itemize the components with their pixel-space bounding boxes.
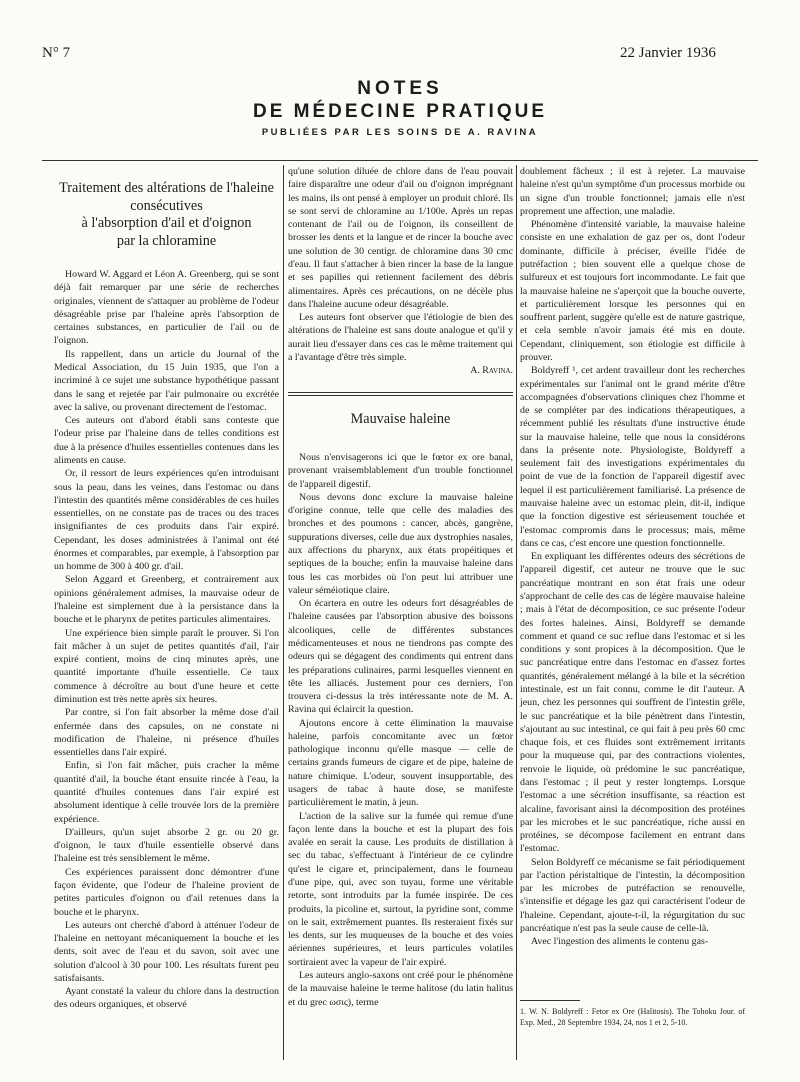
article1-title-line: à l'absorption d'ail et d'oignon: [81, 215, 252, 231]
article1-title-line: par la chloramine: [116, 232, 217, 249]
paragraph: Boldyreff ¹, cet ardent travailleur dont les recherches expérimentales sur l'animal ont le grand mérite d'être accompagnées d'observations cliniques chez l'homme et de se compléter par des indications thérapeutiques, a récemment publié les résultats d'une instructive étude sur la mauvaise haleine, telle que nous la considérons dans la présente note. Physiologiste, Boldyreff a seulement fait des investigations expérimentales du point de vue de la fonction de l'appareil digestif avec lequel il est particulièrement familiarisé. La présence de mauvaise haleine avec un estomac plein, dit-il, indique que la fonction digestive est sérieusement touchée et l'estomac compromis dans le processus; mais, même dans ce cas, c'est encore une question fonctionnelle.: [520, 365, 745, 549]
journal-title-line2: DE MÉDECINE PRATIQUE: [252, 101, 547, 122]
article2-column2: [288, 451, 513, 1009]
paragraph: On écartera en outre les odeurs fort désagréables de l'haleine causées par l'absorption abusive des boissons alcooliques, celle de différentes substances médicamenteuses et nous ne tiendrons pas compte des odeurs qui se dégagent des condiments qui entrent dans les préparations culinaires, parmi lesquelles viennent en tête les alliacés. Justement pour ces derniers, l'on trouvera ci-dessus la très intéressante note de M. A. Ravina qui éclaircit la question.: [288, 598, 513, 716]
paragraph: qu'une solution diluée de chlore dans de l'eau pouvait faire disparaître une odeur d'ail ou d'oignon imprégnant les mains, ils ont pensé à employer un produit chloré. Ils se sont servi de chloramine au 1/100e. Après un repas contenant de l'ail ou de l'oignon, ils conseillent de brosser les dents et la langue et de rincer la bouche avec une solution de 30 centigr. de chloramine dans 30 cmc d'eau. Il faut s'attacher à bien rincer la base de la langue et ses papilles qui retiennent facilement des débris alimentaires. Après ces précautions, on ne décèle plus dans l'haleine aucune odeur désagréable.: [288, 166, 513, 310]
header-rule: [42, 160, 758, 161]
paragraph: Par contre, si l'on fait absorber la même dose d'ail enfermée dans des capsules, on ne constate ni modification de l'haleine, ni présence d'huiles essentielles dans l'air expiré.: [54, 707, 279, 759]
paragraph: Enfin, si l'on fait mâcher, puis cracher la même quantité d'ail, la bouche étant ensuite rincée à l'eau, la quantité d'huiles contenues dans l'air expiré est absolument identique à celle trouvée lors de la première expérience.: [54, 760, 279, 825]
article-separator-thin: [288, 395, 513, 396]
paragraph: Ajoutons encore à cette élimination la mauvaise haleine, parfois concomitante avec un fœtor pathologique inconnu qu'elle masque — celle de certains grands fumeurs de cigare et de pipe, haleine de nature chimique. L'odeur, souvent insupportable, des usagers de tabac à haute dose, se manifeste particulièrement le matin, à jeun.: [288, 717, 513, 809]
paragraph: doublement fâcheux ; il est à rejeter. La mauvaise haleine n'est qu'un symptôme d'un processus morbide ou un signe d'un trouble fonctionnel; jamais elle n'est proprement une affection, une maladie.: [520, 166, 745, 217]
paragraph: Selon Aggard et Greenberg, et contrairement aux opinions généralement admises, la mauvaise odeur de l'haleine est simplement due à la persistance dans la bouche et le pharynx de petites particules alimentaires.: [54, 574, 279, 626]
paragraph: Ces expériences paraissent donc démontrer d'une façon évidente, que l'odeur de l'haleine provient de petites particules d'oignon ou d'ail retenues dans la bouche et le pharynx.: [54, 866, 279, 918]
issue-number: N° 7: [42, 45, 71, 61]
paragraph: Ces auteurs ont d'abord établi sans conteste que l'odeur prise par l'haleine dans de telles conditions est due à la présence d'huiles essentielles contenues dans les aliments en cause.: [54, 415, 279, 466]
paragraph: Avec l'ingestion des aliments le contenu gas-: [531, 936, 709, 948]
article1-title: [54, 180, 279, 250]
paragraph: Selon Boldyreff ce mécanisme se fait périodiquement par l'action péristaltique de l'intestin, la décomposition par les microbes de putréfaction se renouvelle, s'intensifie et dégage les gaz qui caractérisent l'odeur de l'haleine. Cependant, ajoute-t-il, la régurgitation du suc pancréatique n'est pas la seule cause de celle-là.: [520, 856, 745, 935]
paragraph: En expliquant les différentes odeurs des sécrétions de l'appareil digestif, cet auteur ne trouve que le suc pancréatique montrant en son état frais une odeur s'approchant de celle des cas de légère mauvaise haleine ; mais à l'état de décomposition, ce suc présente l'odeur des fortes haleines. Ainsi, Boldyreff se demande comment et quand ce suc reflue dans l'estomac et si les conditions y sont propices à la décomposition. Que le suc pancréatique entre dans l'estomac en d'assez fortes quantités, généralement mélangé à la bile et la sécrétion intestinale, est un fait connu, comme le dit l'auteur. A jeun, chez les personnes qui souffrent de l'intestin grêle, le suc pancréatique et la bile pénètrent dans l'intestin, s'ajoutant au suc intestinal, ce qui fait à peu près 60 cmc chaque fois, et ces fluides sont extrêmement irritants pour la muqueuse qui, par des contractions violentes, renvoie le liquide, où prédomine le suc pancréatique, dans l'estomac ; il peut y rester longtemps. Lorsque l'estomac a une sécrétion insuffisante, sa réaction est alcaline, favorisant ainsi la décomposition des protéines par les microbes et le suc pancréatique, riche aussi en protéines, se décompose facilement en entrant dans l'estomac.: [520, 551, 745, 855]
article1-title-line: Traitement des altérations de l'haleine: [59, 180, 274, 196]
paragraph: Nous n'envisagerons ici que le fœtor ex ore banal, provenant vraisemblablement d'un trouble fonctionnel de l'appareil digestif.: [288, 452, 513, 490]
issue-date: 22 Janvier 1936: [620, 45, 716, 61]
paragraph: Ils rappellent, dans un article du Journal of the Medical Association, du 15 Juin 1935, que l'on a incriminé à ce sujet une substance hypothétique passant dans le sang et rejetée par l'air pulmonaire ou excrétée avec la salive, ou provenant directement de l'estomac.: [54, 348, 279, 413]
paragraph: Ayant constaté la valeur du chlore dans la destruction des odeurs organiques, et observé: [54, 986, 279, 1011]
footnote-rule: [520, 1000, 580, 1001]
article1-column1: [54, 268, 279, 1012]
column-divider-2: [516, 165, 517, 1060]
article2-column3: [520, 165, 745, 949]
column-divider-1: [283, 165, 284, 1060]
author-signature: A. Ravina.: [470, 365, 513, 377]
paragraph: Les auteurs ont cherché d'abord à atténuer l'odeur de l'haleine en nettoyant mécaniquement la bouche et les dents, soit avec de l'eau et du savon, soit avec une solution d'alcool à 30 pour 100. Les résultats furent peu satisfaisants.: [54, 919, 279, 984]
article-separator: [288, 392, 513, 393]
paragraph: Nous devons donc exclure la mauvaise haleine d'origine connue, telle que celle des maladies des bronches et des poumons : cancer, abcès, gangrène, suppurations diverses, celle due aux dystrophies nasales, aux affections du pharynx, aux états propéitiques et septiques de la bouche; enfin la mauvaise haleine dans tous les cas morbides où l'on peut lui attribuer une valeur séméiotique claire.: [288, 491, 513, 596]
paragraph: Les auteurs font observer que l'étiologie de bien des altérations de l'haleine est sans doute analogue et qu'il y aurait lieu d'essayer dans ces cas le même traitement qui a l'avantage d'être très simple.: [288, 312, 513, 363]
paragraph: D'ailleurs, qu'un sujet absorbe 2 gr. ou 20 gr. d'oignon, le taux d'huile essentielle observé dans l'haleine est très sensiblement le même.: [54, 826, 279, 865]
paragraph: Les auteurs anglo-saxons ont créé pour le phénomène de la mauvaise haleine le terme halitose (du latin halitus et du grec ωσις), terme: [288, 969, 513, 1008]
paragraph: Or, il ressort de leurs expériences qu'en introduisant sous la peau, dans les veines, dans l'estomac ou dans l'intestin des quantités même considérables de ces huiles essentielles, on ne constate pas de traces ou des traces insignifiantes de ces produits dans l'air expiré. Cependant, les doses administrées à l'animal ont été énormes et comparables, par exemple, à l'absorption par un homme de 300 à 400 gr. d'ail.: [54, 468, 279, 573]
paragraph: Une expérience bien simple paraît le prouver. Si l'on fait mâcher à un sujet de petites quantités d'ail, l'air expiré contient, moins de cinq minutes après, une quantité importante d'huile essentielle. Ce taux commence à décroître au bout d'une heure et cette diminution est très nette après six heures.: [54, 627, 279, 705]
footnote: 1. W. N. Boldyreff : Fetor ex Ore (Halitosis). The Tohoku Jour. of Exp. Med., 28 Septembre 1934, 24, nos 1 et 2, 5-10.: [520, 1007, 745, 1027]
article2-title: Mauvaise haleine: [350, 411, 451, 427]
paragraph: Howard W. Aggard et Léon A. Greenberg, qui se sont déjà fait remarquer par une série de recherches originales, viennent de s'attaquer au problème de l'odeur désagréable prise par l'haleine après l'absorption de certaines substances, en particulier de l'ail ou de l'oignon.: [54, 269, 279, 347]
article1-column2: [288, 165, 513, 378]
journal-subtitle: PUBLIÉES PAR LES SOINS DE A. RAVINA: [261, 127, 539, 138]
journal-title-line1: NOTES: [357, 78, 443, 99]
paragraph: Phénomène d'intensité variable, la mauvaise haleine consiste en une exhalation de gaz per os, dont l'odeur dominante, difficile à préciser, éveille l'idée de putréfaction ; bien souvent elle a quelque chose de sulfureux et est toujours fort incommodante. Le fait que la mauvaise haleine ne s'aperçoit que la bouche ouverte, et particulièrement lorsque les personnes qui en souffrent parlent, suggère qu'elle est de nature gastrique, et cela semble n'avoir jamais été mis en doute. Cependant, cliniquement, son étiologie est difficile à prouver.: [520, 219, 745, 363]
paragraph: L'action de la salive sur la fumée qui remue d'une façon lente dans la bouche et est la plupart des fois avalée en serait la cause. Les produits de distillation à sec du tabac, s'effectuant à l'intérieur de ce cylindre qu'est le cigare et, principalement, dans le fourneau d'une pipe, qui, avec son tuyau, forme une véritable retorte, sont introduits par la fumée inspirée. De ces produits, la picoline et, surtout, la pyridine sont, comme on le sait, extrêmement puantes. Ils resteraient fixés sur les dents, sur les muqueuses de la bouche et des voies aériennes supérieures, et leurs particules volatiles sortiraient avec la vapeur de l'air expiré.: [288, 810, 513, 968]
article1-title-line: consécutives: [130, 197, 203, 214]
